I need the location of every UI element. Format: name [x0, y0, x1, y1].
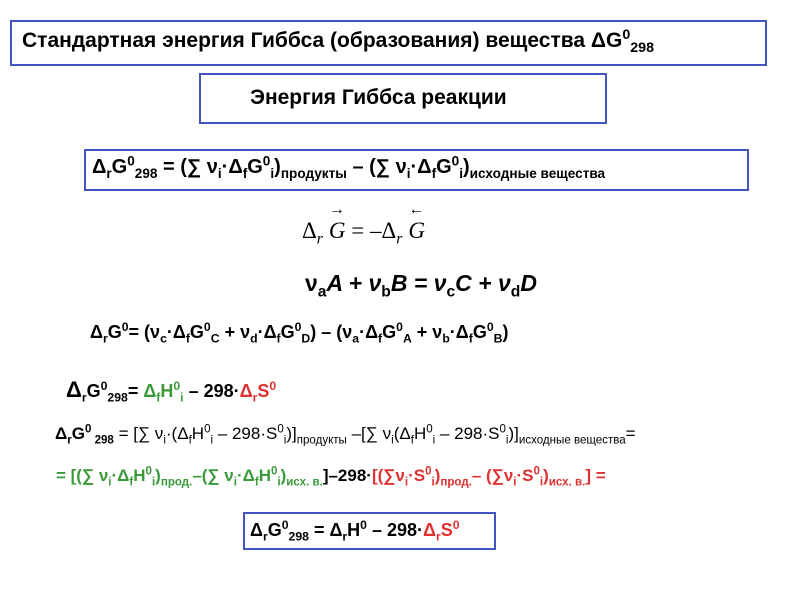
- formula-abcd: $\Delta_rG^0= (\nu_c\cdot\Delta_fG^0_C + \nu_d\cdot\Delta_fG^0_D) - (\nu_a\cdot\Delta_fG^0_A + \nu_b\cdot\Delta_fG^0_B)$: [90, 320, 509, 346]
- page-title: Стандартная энергия Гиббса (образования) вещества $\Delta G^0_{298}$: [22, 27, 655, 57]
- final-formula: $\Delta_rG^0_{298} = \Delta_rH^0 - 298\cdot\Delta_rS^0$: [250, 518, 460, 544]
- expanded-formula-2: = [(∑ $\nu_i\cdot\Delta_fH^0_i)_{прод.}-(\sum$ $\nu_i\cdot\Delta_fH^0_i)_{исх. в.}]-298\cdot[(\sum\nu_i\cdot S^0_i)_{прод.}-$ $(\sum\nu_i\cdot S^0_i)_{исх. в.}$] =: [56, 465, 606, 489]
- subtitle: Энергия Гиббса реакции: [250, 86, 507, 109]
- arrow-formula: $\Delta_r$ → $G = -\Delta_r$ ← G: [302, 201, 425, 248]
- main-formula: $\Delta_rG^0_{298}$ = (∑ $\nu_i\cdot\Delta_fG^0_i)_{продукты}$ – (∑ $\nu_i\cdot\Delta_fG^0_i)_{исходные вещества}$: [92, 153, 606, 181]
- arrow-right-icon: →: [328, 201, 345, 218]
- reaction-equation: $\nu_aA + \nu_bB = \nu_cC + \nu_dD$: [305, 270, 537, 301]
- expanded-formula-1: $\Delta_rG^0$ $_{298}$ = [∑ $\nu_i\cdot(\Delta_fH^0_i - 298\cdot S^0_i)]_{продукты}$ –[∑ $\nu_i(\Delta_fH^0_i - 298\cdot S^0_i)]_{исходные вещества}=$: [55, 423, 636, 447]
- arrow-left-icon: ←: [408, 201, 425, 218]
- gibbs-relation: $\Delta_rG^0_{298}= \Delta_fH^0_i - 298\cdot\Delta_rS^0$: [66, 377, 277, 405]
